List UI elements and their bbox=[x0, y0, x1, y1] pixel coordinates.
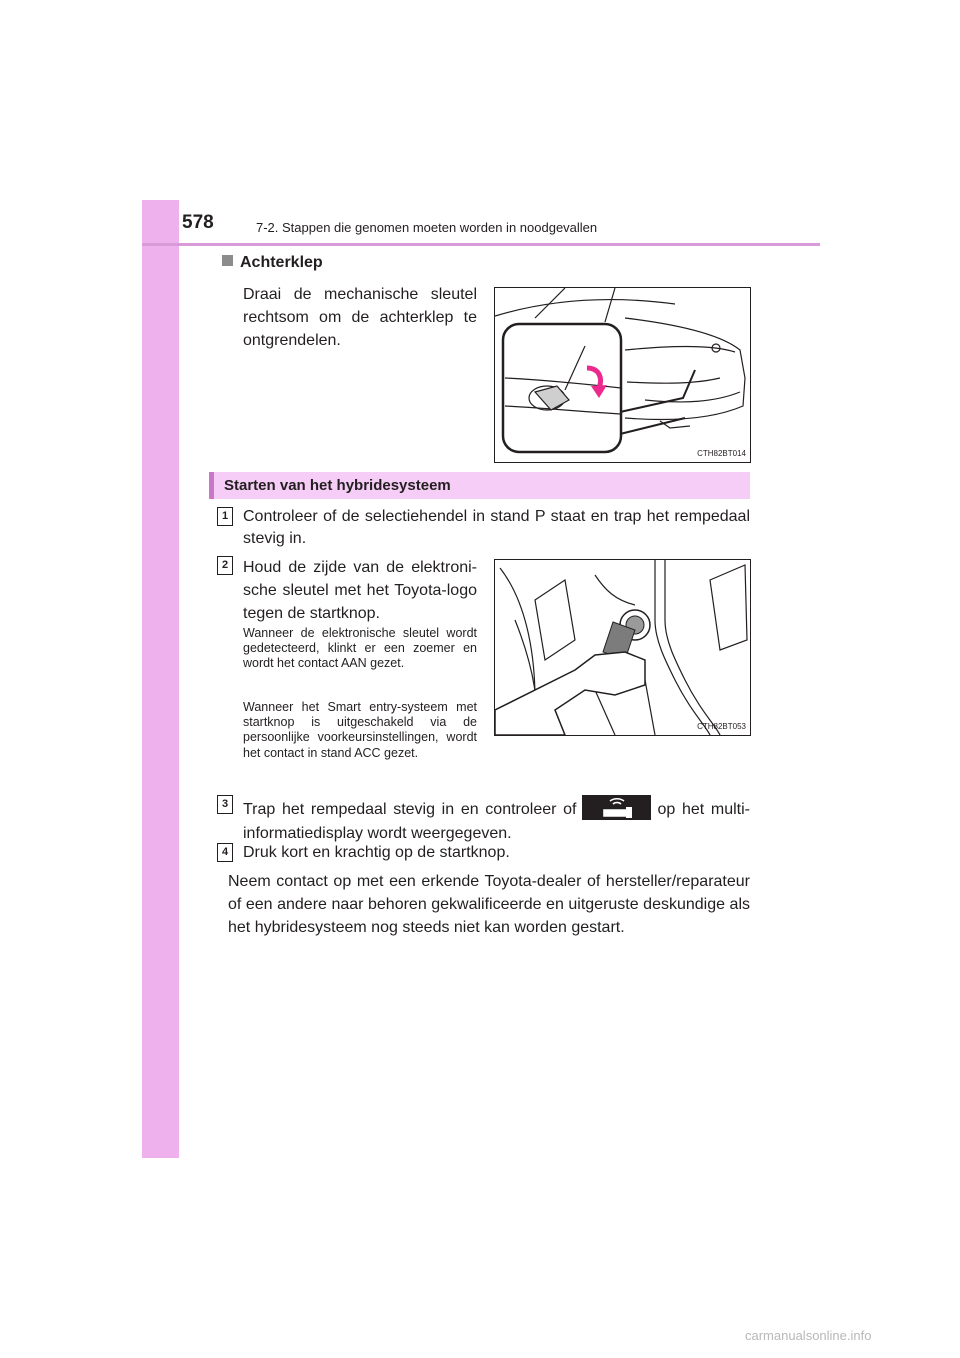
step-1-text: Controleer of de selectiehendel in stand P staat en trap het rempedaal stevig in. bbox=[243, 508, 750, 547]
tailgate-key-drawing bbox=[495, 288, 750, 462]
tailgate-key-illustration bbox=[494, 287, 751, 463]
step-2-note-1: Wanneer de elektronische sleutel wordt gedetecteerd, klinkt er een zoemer en wordt het contact AAN gezet. bbox=[243, 626, 477, 671]
tailgate-instruction: Draai de mechanische sleutel rechtsom om de achterklep te ontgrendelen. bbox=[243, 286, 477, 349]
section-accent bbox=[209, 472, 214, 499]
chapter-sidebar-tab bbox=[142, 200, 179, 1158]
step-number-3: 3 bbox=[217, 795, 233, 814]
start-button-drawing bbox=[495, 560, 750, 735]
bullet-square-icon bbox=[222, 255, 233, 266]
watermark: carmanualsonline.info bbox=[745, 1328, 872, 1343]
figure-code: CTH82BT053 bbox=[697, 722, 746, 731]
step-number-4: 4 bbox=[217, 843, 233, 862]
tailgate-heading: Achterklep bbox=[222, 254, 323, 272]
step-4-text: Druk kort en krachtig op de startknop. bbox=[243, 844, 510, 861]
header-rule bbox=[142, 243, 820, 246]
closing-paragraph: Neem contact op met een erkende Toyota-dealer of hersteller/reparateur of een andere naar behoren gekwalificeerde en uitgeruste deskundige als het hybridesysteem nog steeds niet kan worden gestart. bbox=[228, 873, 750, 936]
page-number: 578 bbox=[182, 212, 214, 233]
section-title: Starten van het hybridesysteem bbox=[224, 477, 451, 494]
step-2-note-2: Wanneer het Smart entry-systeem met startknop is uitgeschakeld via de persoonlijke voorkeursinstellingen, wordt het contact in stand ACC gezet. bbox=[243, 700, 477, 760]
section-heading-bar bbox=[209, 472, 750, 499]
step-2-text: Houd de zijde van de elektronische sleutel met het Toyota-logo tegen de startknop. bbox=[243, 559, 477, 622]
figure-code: CTH82BT014 bbox=[697, 449, 746, 458]
step-number-2: 2 bbox=[217, 556, 233, 575]
step-number-1: 1 bbox=[217, 507, 233, 526]
step-3-text: Trap het rempedaal stevig in en controleer of op het multi-informatiedisplay wordt weergegeven. bbox=[243, 795, 750, 846]
start-button-illustration bbox=[494, 559, 751, 736]
chapter-title: 7-2. Stappen die genomen moeten worden in noodgevallen bbox=[256, 220, 598, 235]
key-indicator-icon bbox=[582, 795, 651, 820]
